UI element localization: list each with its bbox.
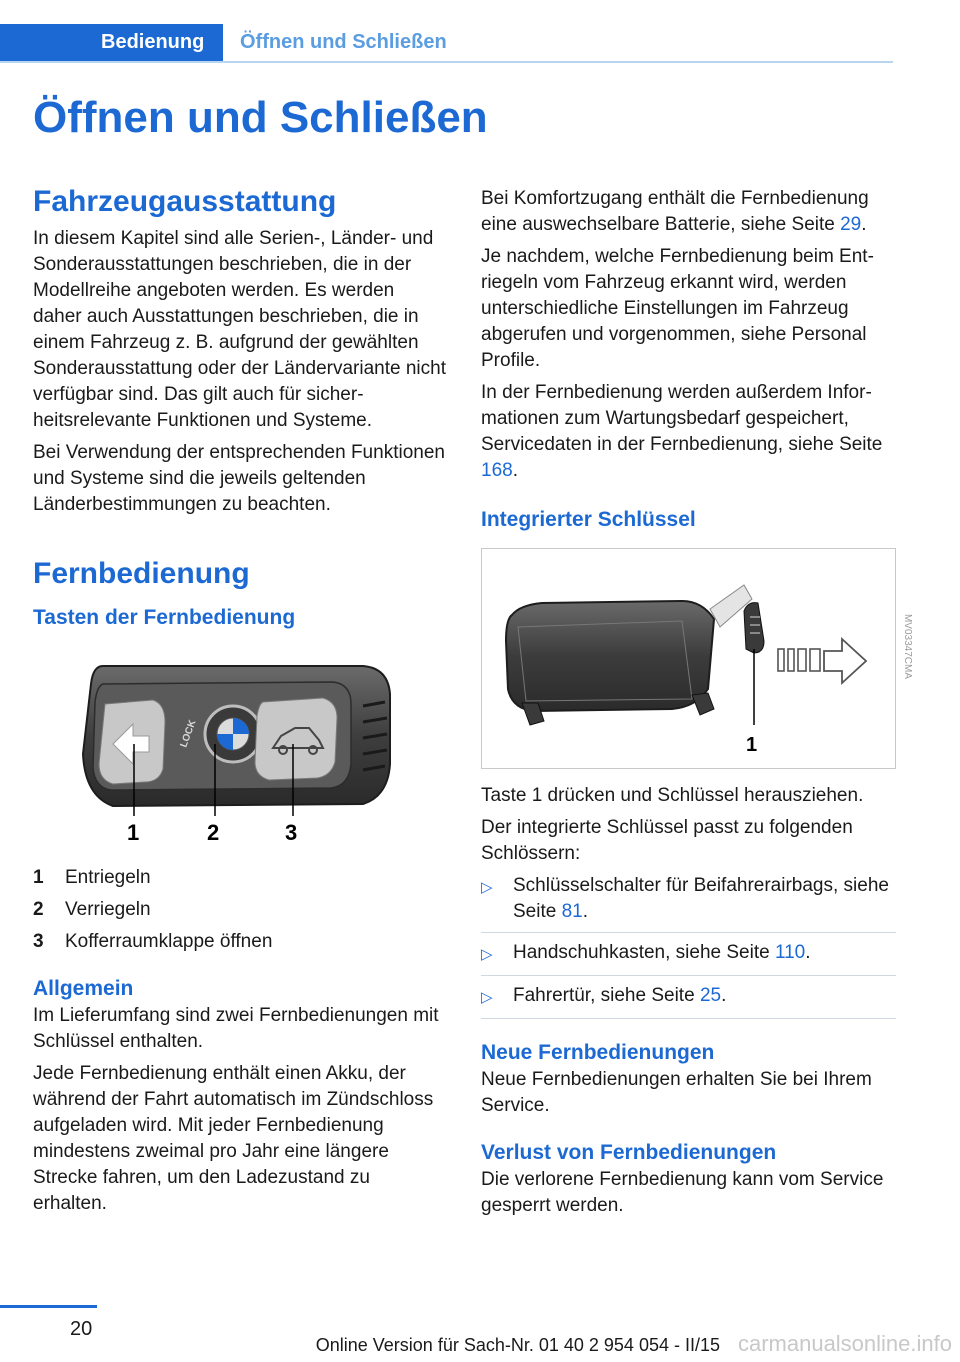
callout-2: 2: [207, 820, 220, 845]
paragraph-profile: Je nachdem, welche Fernbedienung beim Entriegeln vom Fahrzeug erkannt wird, werden unterschiedliche Einstellungen im Fahrzeug abgerufen und vorgenommen, siehe Personal Profile.: [481, 246, 874, 371]
list-item: 1 Entriegeln: [33, 867, 151, 888]
page-link-168[interactable]: 168: [481, 460, 513, 481]
remote-figure: [33, 644, 448, 859]
page-title: Öffnen und Schließen: [33, 93, 488, 142]
lock-list: [481, 873, 896, 1019]
pull-out-marks: [778, 649, 820, 671]
right-column: [481, 186, 913, 1225]
page-number: 20: [70, 1318, 93, 1340]
paragraph-key-1: Taste 1 drücken und Schlüssel herausziehen.: [481, 785, 864, 806]
button-legend: [33, 865, 448, 955]
paragraph-equipment-1: In diesem Kapitel sind alle Serien-, Länder- und Sonderausstattungen beschrieben, die in der Modellreihe angeboten werden. Es werden daher auch Ausstattungen beschrieben, die in einem Fahrzeug z. B. aufgrund der gewählten Sonderausstattung oder der Ländervariante nicht verfügbar sind. Das gilt auch für sicherheitsrelevante Funktionen und Systeme.: [33, 228, 446, 431]
pull-arrow-icon: [824, 639, 866, 683]
heading-new-remotes: Neue Fernbedienungen: [481, 1041, 715, 1064]
footer-accent-line: [0, 1305, 97, 1308]
paragraph-key-2: Der integrierte Schlüssel passt zu folgenden Schlössern:: [481, 817, 853, 864]
bullet-triangle-icon: ▷: [481, 879, 493, 896]
bullet-triangle-icon: ▷: [481, 989, 493, 1006]
callout-1: 1: [746, 734, 758, 756]
callout-3: 3: [285, 820, 298, 845]
watermark: carmanualsonline.info: [737, 1331, 952, 1356]
remote-key-illustration: [33, 644, 448, 859]
integrated-key-figure: [481, 548, 913, 769]
online-version-note: Online Version für Sach-Nr. 01 40 2 954 054 - II/15: [315, 1335, 720, 1355]
paragraph-comfort: Bei Komfortzugang enthält die Fernbedienung eine auswechselbare Batterie, siehe Seite 29.: [481, 188, 869, 235]
paragraph-lost-remotes: Die verlorene Fernbedienung kann vom Service gesperrt werden.: [481, 1169, 884, 1216]
tab-chapter[interactable]: Öffnen und Schließen: [240, 31, 447, 53]
bullet-triangle-icon: ▷: [481, 946, 493, 963]
list-item: ▷ Handschuhkasten, siehe Seite 110.: [481, 933, 896, 976]
paragraph-new-remotes: Neue Fernbedienungen erhalten Sie bei Ihrem Service.: [481, 1069, 872, 1116]
trunk-button: [255, 698, 337, 780]
paragraph-general-1: Im Lieferumfang sind zwei Fernbedienungen mit Schlüssel enthalten.: [33, 1005, 439, 1052]
paragraph-equipment-2: Bei Verwendung der entsprechenden Funktionen und Systeme sind die jeweils geltenden Länderbestimmungen zu beachten.: [33, 442, 445, 515]
heading-equipment: Fahrzeugausstattung: [33, 185, 337, 218]
page-link-81[interactable]: 81: [561, 901, 583, 922]
page-link-29[interactable]: 29: [840, 214, 862, 235]
key-release-button: [744, 603, 764, 653]
page-link-25[interactable]: 25: [699, 985, 722, 1006]
heading-remote: Fernbedienung: [33, 557, 250, 590]
callout-1: 1: [127, 820, 140, 845]
image-code: MV03347CMA: [902, 613, 913, 679]
tab-section[interactable]: Bedienung: [0, 24, 223, 61]
paragraph-general-2: Jede Fernbedienung enthält einen Akku, der während der Fahrt automatisch im Zündschloss aufgeladen wird. Mit jeder Fernbedienung mindestens zweimal pro Jahr eine längere Strecke fahren, um den Ladezustand zu erhalten.: [33, 1063, 434, 1214]
integrated-key-illustration: [482, 549, 895, 768]
key-body: [506, 601, 714, 711]
list-item: 2 Verriegeln: [33, 899, 151, 920]
lock-label: LOCK: [178, 718, 199, 750]
heading-integrated-key: Integrierter Schlüssel: [481, 508, 696, 531]
list-item: 3 Kofferraumklappe öffnen: [33, 931, 273, 952]
paragraph-service: In der Fernbedienung werden außerdem Informationen zum Wartungsbedarf gespeichert, Servicedaten in der Fernbedienung, siehe Seite 168.: [481, 382, 883, 481]
heading-remote-buttons: Tasten der Fernbedienung: [33, 606, 296, 629]
heading-lost-remotes: Verlust von Fernbedienungen: [481, 1141, 777, 1164]
heading-general: Allgemein: [33, 977, 134, 1000]
left-column: [33, 182, 448, 1223]
list-item: ▷ Schlüsselschalter für Beifahrerairbags, siehe Seite 81.: [481, 873, 896, 933]
list-item: ▷ Fahrertür, siehe Seite 25.: [481, 976, 896, 1019]
page-link-110[interactable]: 110: [774, 942, 806, 963]
